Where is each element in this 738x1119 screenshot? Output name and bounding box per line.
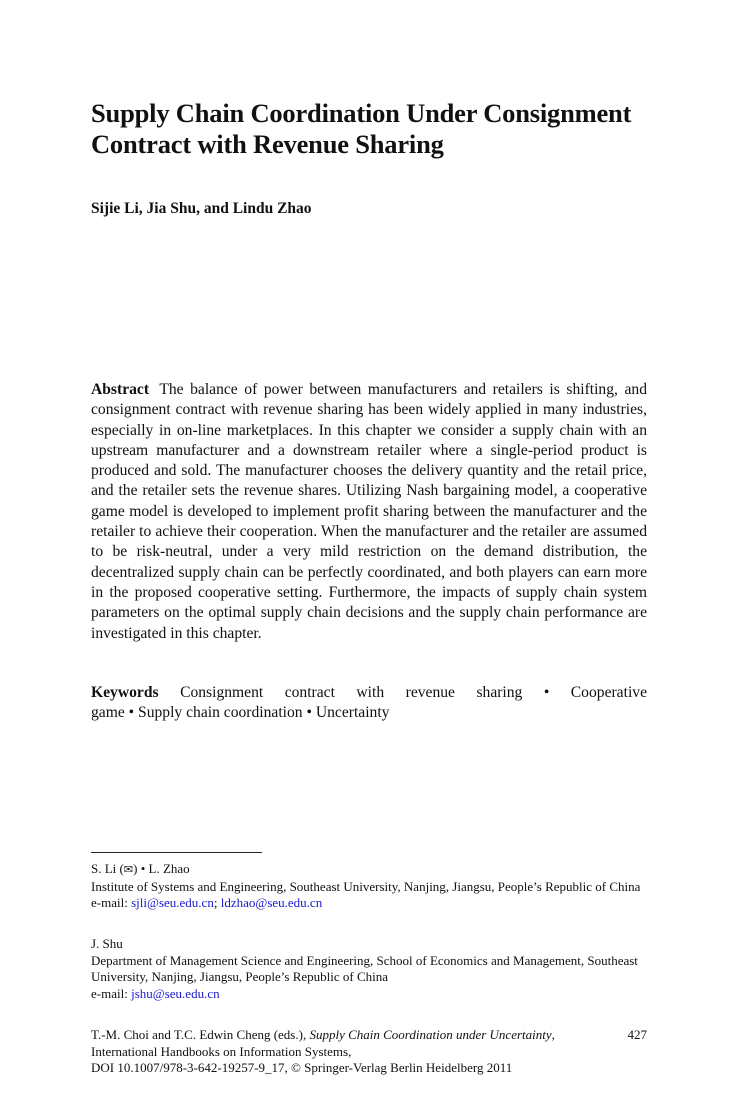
keywords-text-1: Consignment contract with revenue sharing • Cooperative — [180, 684, 647, 701]
author-list: Sijie Li, Jia Shu, and Lindu Zhao — [91, 200, 312, 217]
page-number: 427 — [627, 1027, 647, 1042]
citation-doi: DOI 10.1007/978-3-642-19257-9_17, © Springer-Verlag Berlin Heidelberg 2011 — [91, 1060, 513, 1076]
footnote-rule — [91, 852, 262, 853]
abstract-label: Abstract — [91, 381, 150, 398]
affiliation-2 — [91, 936, 651, 1002]
affiliation-1-institution: Institute of Systems and Engineering, Southeast University, Nanjing, Jiangsu, People’s Republic of China — [91, 878, 641, 894]
affiliation-1 — [91, 861, 651, 912]
affiliation-2-names: J. Shu — [91, 936, 123, 951]
citation-line-1: T.-M. Choi and T.C. Edwin Cheng (eds.), Supply Chain Coordination under Uncertainty, — [91, 1027, 555, 1042]
citation-series: International Handbooks on Information Systems, — [91, 1043, 352, 1059]
affiliation-2-email: e-mail: jshu@seu.edu.cn — [91, 985, 220, 1001]
email-link-jshu[interactable]: jshu@seu.edu.cn — [131, 985, 220, 1001]
keywords-label: Keywords — [91, 684, 159, 701]
email-link-sjli[interactable]: sjli@seu.edu.cn — [131, 895, 214, 911]
email-link-ldzhao[interactable]: ldzhao@seu.edu.cn — [220, 895, 323, 911]
abstract-text: The balance of power between manufacturers and retailers is shifting, and consignment contract with revenue sharing has been widely applied in many industries, especially in on-line marketplaces. In this chapter we consider a supply chain with an upstream manufacturer and a downstream retailer where a single-period product is produced and sold. The manufacturer chooses the delivery quantity and the retail price, and the retailer sets the revenue shares. Utilizing Nash bargaining model, a cooperative game model is developed to implement profit sharing between the manufacturer and the retailer to achieve their cooperation. When the manufacturer and the retailer are assumed to be risk-neutral, under a very mild restriction on the demand distribution, the decentralized supply chain can be perfectly coordinated, and both players can earn more in the proposed cooperative setting. Furthermore, the impacts of supply chain system parameters on the optimal supply chain decisions and the supply chain performance are investigated in this chapter. — [91, 381, 647, 642]
keywords — [91, 683, 647, 724]
envelope-icon: ✉ — [123, 863, 134, 876]
title-line-1: Supply Chain Coordination Under Consignment — [91, 98, 632, 128]
citation-footer — [91, 1027, 647, 1077]
keywords-line-1 — [91, 683, 647, 703]
affiliation-2-institution: Department of Management Science and Engineering, School of Economics and Management, Southeast University, Nanjing, Jiangsu, People’s Republic of China — [91, 952, 638, 985]
paper-title — [91, 98, 651, 160]
affiliation-1-names: S. Li (✉) • L. Zhao — [91, 861, 190, 876]
title-line-2: Contract with Revenue Sharing — [91, 129, 444, 159]
abstract — [91, 380, 647, 644]
book-title: Supply Chain Coordination under Uncertainty — [309, 1027, 552, 1042]
keywords-line-2: game • Supply chain coordination • Uncertainty — [91, 704, 390, 722]
affiliation-1-email: e-mail: sjli@seu.edu.cn; ldzhao@seu.edu.cn — [91, 895, 323, 911]
